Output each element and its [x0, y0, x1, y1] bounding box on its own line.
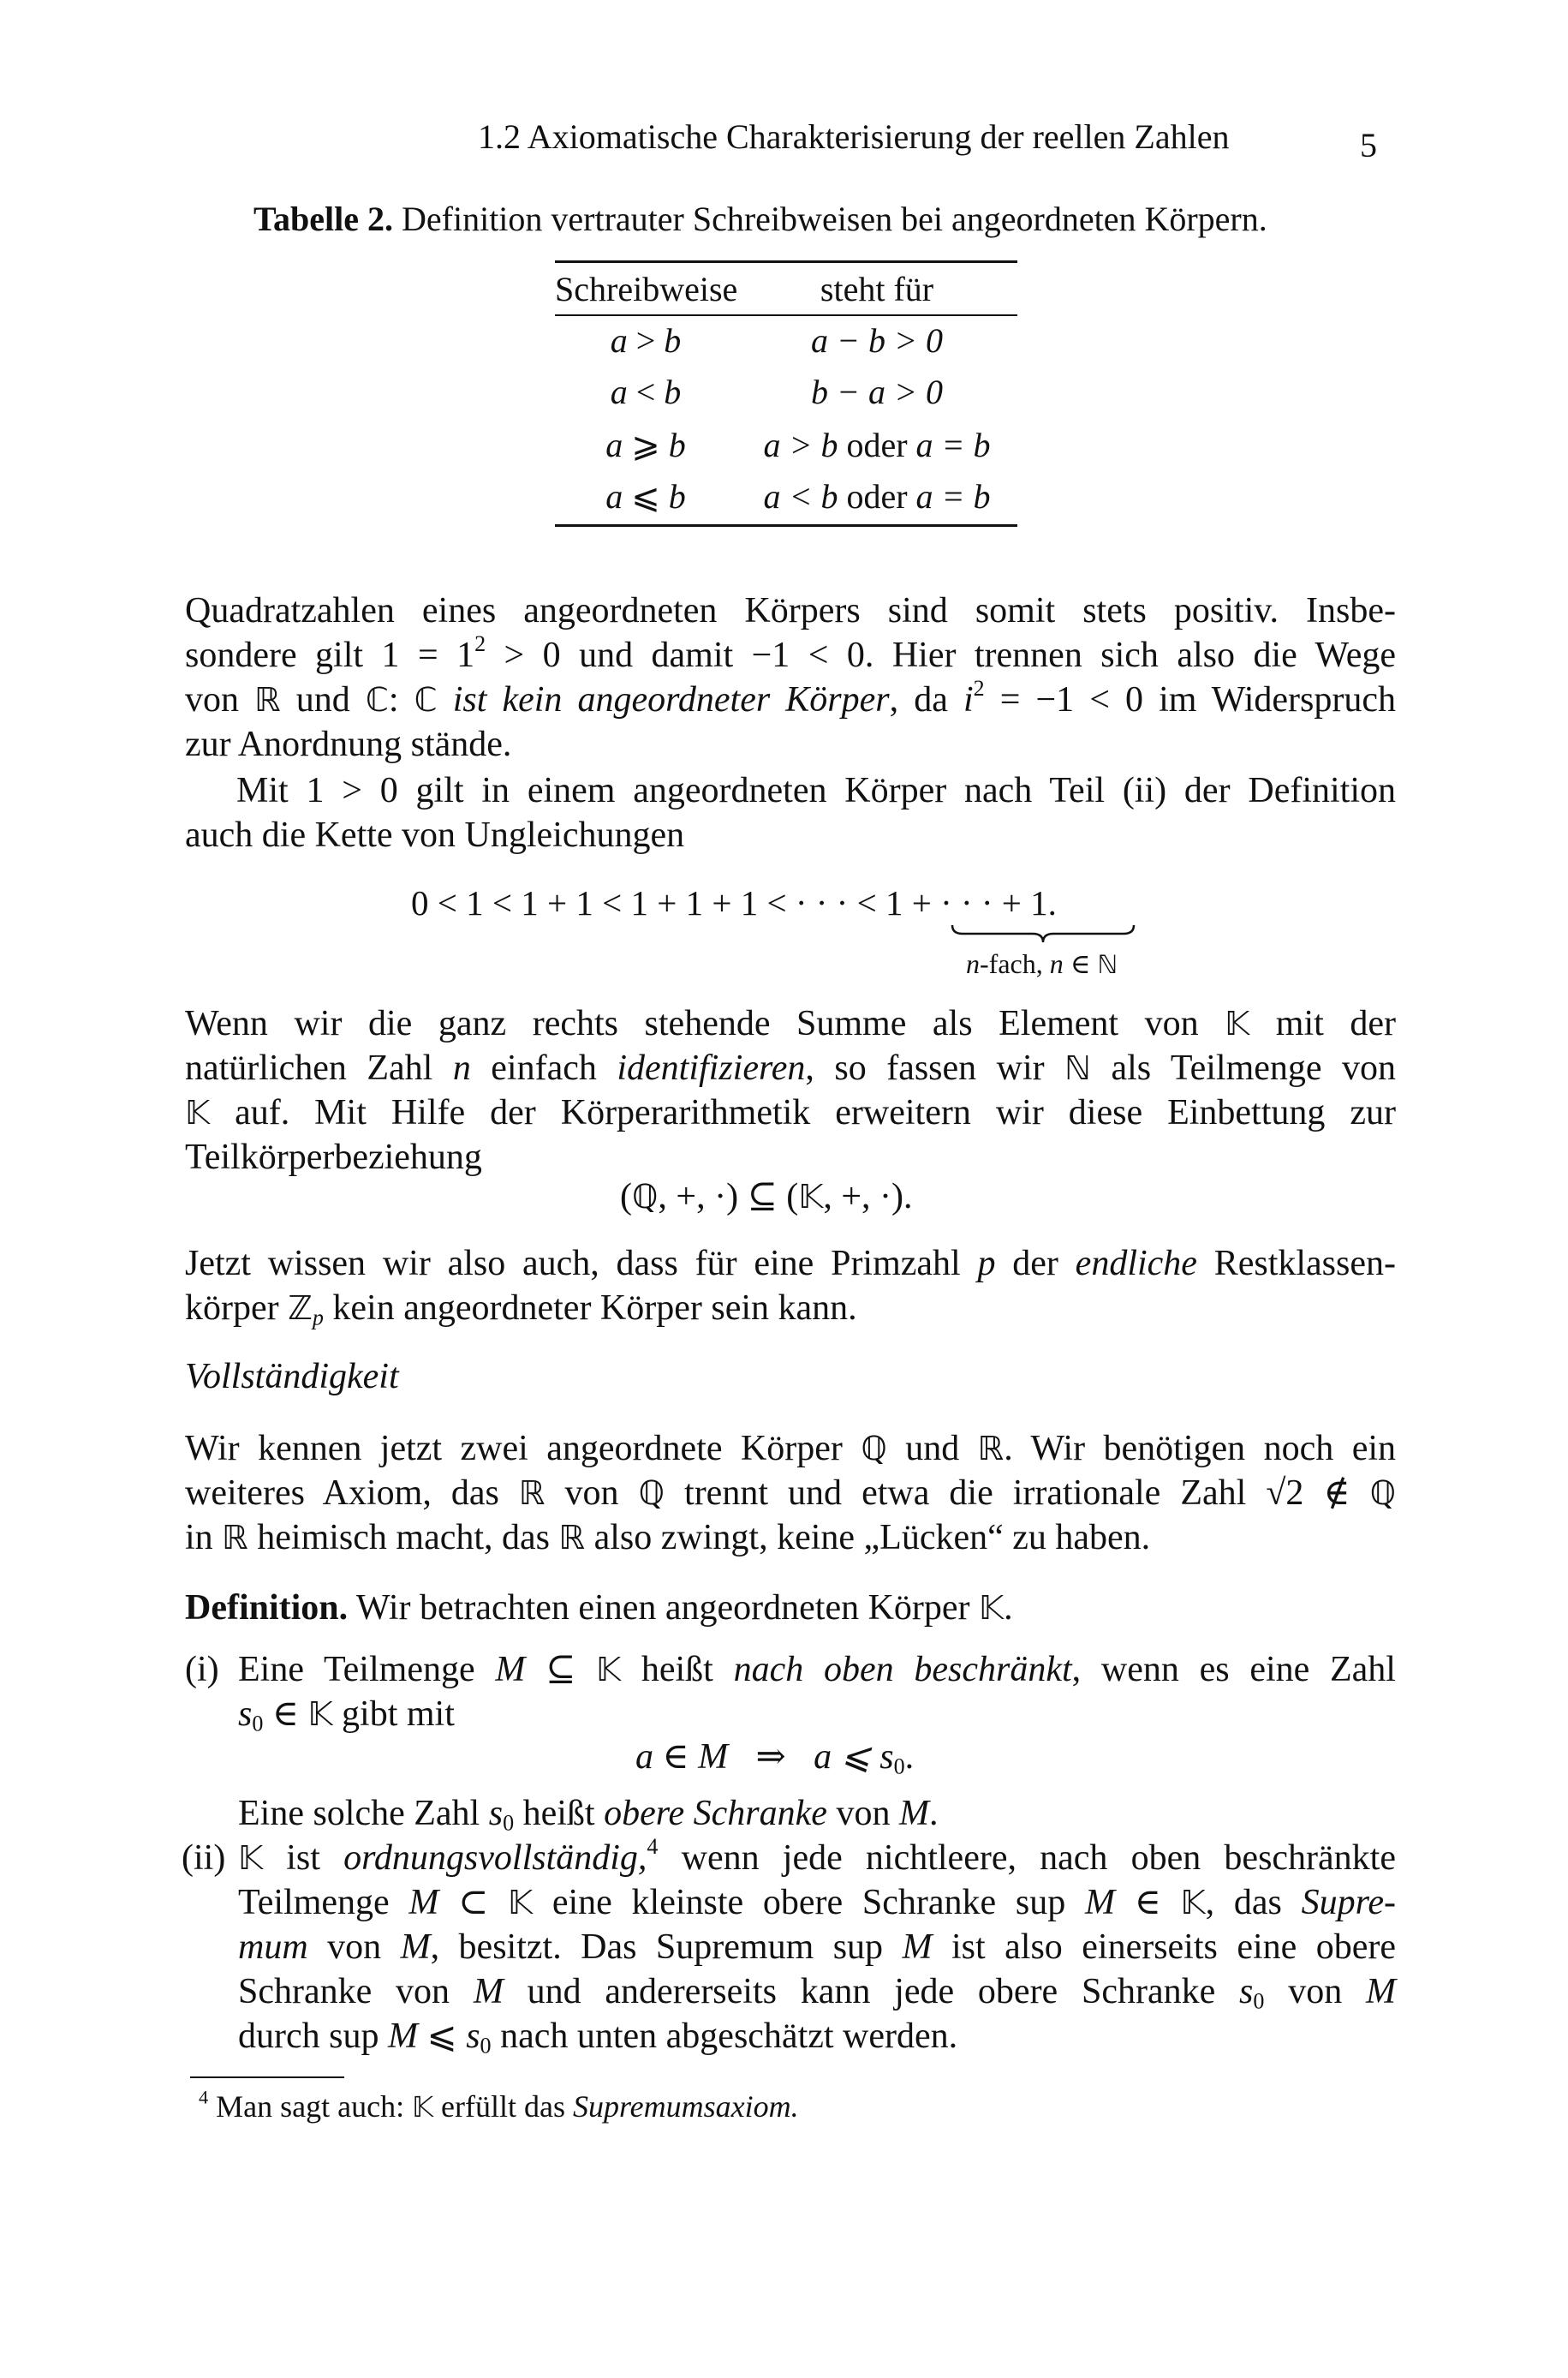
subfield-formula: (ℚ, +, ·) ⊆ (𝕂, +, ·).	[620, 1177, 913, 1216]
table-caption-text: Definition vertrauter Schreibweisen bei angeordneten Körpern.	[402, 200, 1267, 238]
table-caption-label: Tabelle 2.	[253, 200, 393, 238]
definition-item-label: (ii)	[182, 1838, 226, 1878]
table-cell: b − a > 0	[811, 373, 943, 411]
table-cell: a > b oder a = b	[763, 426, 991, 464]
table-cell: a − b > 0	[811, 321, 943, 360]
table-row: a ⩾ b	[605, 426, 686, 464]
paragraph-line: Teilmenge M ⊂ 𝕂 eine kleinste obere Schranke sup M ∈ 𝕂, das Supre-	[238, 1883, 1396, 1922]
table-row: a ⩽ b	[605, 477, 686, 516]
paragraph-line: Wenn wir die ganz rechts stehende Summe als Element von 𝕂 mit der	[185, 1004, 1396, 1043]
paragraph-line: natürlichen Zahl n einfach identifizieren, so fassen wir ℕ als Teilmenge von	[185, 1049, 1396, 1088]
table-bottom-rule	[555, 524, 1017, 527]
paragraph-line: weiteres Axiom, das ℝ von ℚ trennt und etwa die irrationale Zahl √2 ∉ ℚ	[185, 1473, 1397, 1513]
inequality-chain: 0 < 1 < 1 + 1 < 1 + 1 + 1 < · · · < 1 + · · · + 1.	[411, 883, 1057, 923]
underbrace	[951, 923, 1136, 944]
paragraph-line: durch sup M ⩽ $s_0$ nach unten abgeschätzt werden.	[238, 2017, 958, 2058]
paragraph-line: Schranke von M und andererseits kann jede obere Schranke $s_0$ von M	[238, 1972, 1396, 2014]
paragraph-line: 𝕂 ist ordnungsvollständig,$^4$ wenn jede nichtleere, nach oben beschränkte	[238, 1833, 1396, 1878]
paragraph-line: mum von M, besitzt. Das Supremum sup M ist also einerseits eine obere	[238, 1927, 1397, 1967]
definition-intro: Definition. Wir betrachten einen angeordneten Körper 𝕂.	[185, 1588, 1013, 1628]
paragraph-line: in ℝ heimisch macht, das ℝ also zwingt, keine „Lücken“ zu haben.	[185, 1518, 1151, 1557]
paragraph-line: Quadratzahlen eines angeordneten Körpers sind somit stets positiv. Insbe-	[185, 591, 1396, 630]
underbrace-label: n-fach, n ∈ ℕ	[966, 948, 1118, 979]
paragraph-line: Jetzt wissen wir also auch, dass für eine Primzahl p der endliche Restklassen-	[185, 1244, 1396, 1283]
paragraph-line: Eine Teilmenge M ⊆ 𝕂 heißt nach oben beschränkt, wenn es eine Zahl	[238, 1650, 1396, 1689]
table-mid-rule	[555, 314, 1017, 316]
paragraph-line: auch die Kette von Ungleichungen	[185, 816, 685, 855]
paragraph-line: Mit 1 > 0 gilt in einem angeordneten Körper nach Teil (ii) der Definition	[236, 771, 1396, 810]
table-top-rule	[555, 260, 1017, 263]
footnote-mark[interactable]: 4	[647, 1833, 659, 1859]
paragraph-line: von ℝ und ℂ: ℂ ist kein angeordneter Körper, da $i^2 = -1 < 0$ im Widerspruch	[185, 675, 1397, 720]
paragraph-line: $s_0$ ∈ 𝕂 gibt mit	[238, 1694, 455, 1736]
table-header-notation: Schreibweise	[555, 270, 738, 308]
footnote-rule	[190, 2076, 344, 2078]
running-header: 1.2 Axiomatische Charakterisierung der reellen Zahlen	[478, 117, 1230, 156]
footnote: $^4$ Man sagt auch: 𝕂 erfüllt das Supremumsaxiom.	[199, 2086, 799, 2124]
table-row: a < b	[610, 373, 682, 411]
table-caption	[253, 199, 1267, 240]
page-number: 5	[1360, 126, 1377, 164]
paragraph-line: 𝕂 auf. Mit Hilfe der Körperarithmetik erweitern wir diese Einbettung zur	[185, 1093, 1396, 1132]
implication-formula: a ∈ M ⇒ a ⩽ $s_0$.	[635, 1737, 915, 1779]
paragraph-line: sondere gilt $1 = 1^2 > 0$ und damit −1 < 0. Hier trennen sich also die Wege	[185, 630, 1397, 675]
table-row: a > b	[610, 321, 682, 360]
paragraph-line: zur Anordnung stände.	[185, 725, 512, 764]
paragraph-line: körper ℤ$_p$ kein angeordneter Körper sein kann.	[185, 1288, 857, 1330]
braced-sum: 1 + · · · + 1	[885, 883, 1048, 923]
paragraph-line: Wir kennen jetzt zwei angeordnete Körper ℚ und ℝ. Wir benötigen noch ein	[185, 1429, 1397, 1468]
section-heading: Vollständigkeit	[185, 1357, 399, 1396]
paragraph-line: Teilkörperbeziehung	[185, 1138, 482, 1177]
table-cell: a < b oder a = b	[763, 477, 991, 516]
table-header-meaning: steht für	[820, 270, 934, 308]
definition-item-label: (i)	[185, 1650, 219, 1689]
paragraph-line: Eine solche Zahl $s_0$ heißt obere Schranke von M.	[238, 1794, 939, 1836]
